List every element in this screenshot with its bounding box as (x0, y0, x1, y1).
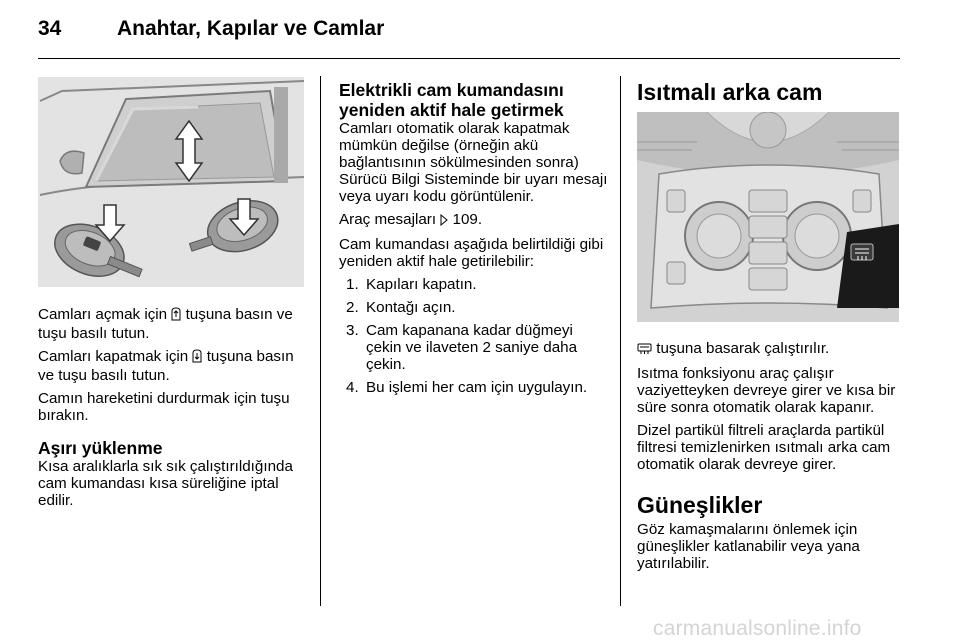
paragraph-open-windows: Camları açmak için tuşuna basın ve tuşu basılı tutun. (38, 306, 293, 342)
overload-heading: Aşırı yüklenme (38, 438, 163, 458)
watermark: carmanualsonline.info (653, 617, 862, 640)
window-key-illustration (38, 77, 304, 287)
climate-panel-illustration (637, 112, 899, 322)
paragraph-overload: Kısa aralıklarla sık sık çalıştırıldığında cam kumandası kısa süreliğine iptal edilir. (38, 458, 293, 509)
page-number: 34 (38, 17, 62, 40)
column-1 (38, 306, 306, 515)
window-open-icon (171, 307, 181, 325)
step-item: 2. Kontağı açın. (346, 299, 456, 316)
column-2 (339, 80, 611, 402)
paragraph-stop-window: Camın hareketini durdurmak için tuşu bırakın. (38, 390, 290, 424)
window-key-illustration-graphic (38, 77, 304, 287)
climate-panel-graphic (637, 112, 899, 322)
step-item: 1. Kapıları kapatın. (346, 276, 477, 293)
window-close-icon (192, 349, 202, 367)
reactivate-heading: Elektrikli cam kumandasını yeniden aktif hale getirmek (339, 80, 564, 120)
paragraph-diesel-filter: Dizel partikül filtreli araçlarda partikül filtresi temizlenirken ısıtmalı arka cam otomatik olarak devreye girer. (637, 422, 891, 473)
paragraph-close-windows: Camları kapatmak için tuşuna basın ve tuşu basılı tutun. (38, 348, 294, 384)
column-divider-1 (320, 76, 321, 606)
step-item: 3. Cam kapanana kadar düğmeyi çekin ve ilaveten 2 saniye daha çekin. (346, 322, 578, 373)
paragraph-activate-defrost: tuşuna basarak çalıştırılır. (637, 340, 905, 359)
rear-window-defrost-icon (637, 342, 652, 359)
page-title: Anahtar, Kapılar ve Camlar (117, 17, 385, 40)
step-item: 4. Bu işlemi her cam için uygulayın. (346, 379, 588, 396)
column-divider-2 (620, 76, 621, 606)
sun-visors-heading: Güneşlikler (637, 492, 763, 518)
paragraph-reactivate-intro: Cam kumandası aşağıda belirtildiği gibi yeniden aktif hale getirilebilir: (339, 236, 604, 270)
paragraph-sun-visors: Göz kamaşmalarını önlemek için güneşlikler katlanabilir veya yana yatırılabilir. (637, 521, 860, 572)
heated-rear-window-heading: Isıtmalı arka cam (637, 79, 823, 105)
paragraph-warning-message: Camları otomatik olarak kapatmak mümkün değilse (örneğin akü bağlantısının sökülmesinden sonra) Sürücü Bilgi Sisteminde bir uyarı mesajı veya uyarı kodu görüntülenir. (339, 120, 608, 205)
column-3 (637, 340, 905, 578)
header-divider (38, 58, 900, 59)
paragraph-vehicle-messages: Araç mesajları 109. (339, 211, 483, 228)
paragraph-heating-function: Isıtma fonksiyonu araç çalışır vaziyetteyken devreye girer ve kısa bir süre sonra otomatik olarak kapanır. (637, 365, 896, 416)
reactivate-steps (339, 276, 611, 396)
